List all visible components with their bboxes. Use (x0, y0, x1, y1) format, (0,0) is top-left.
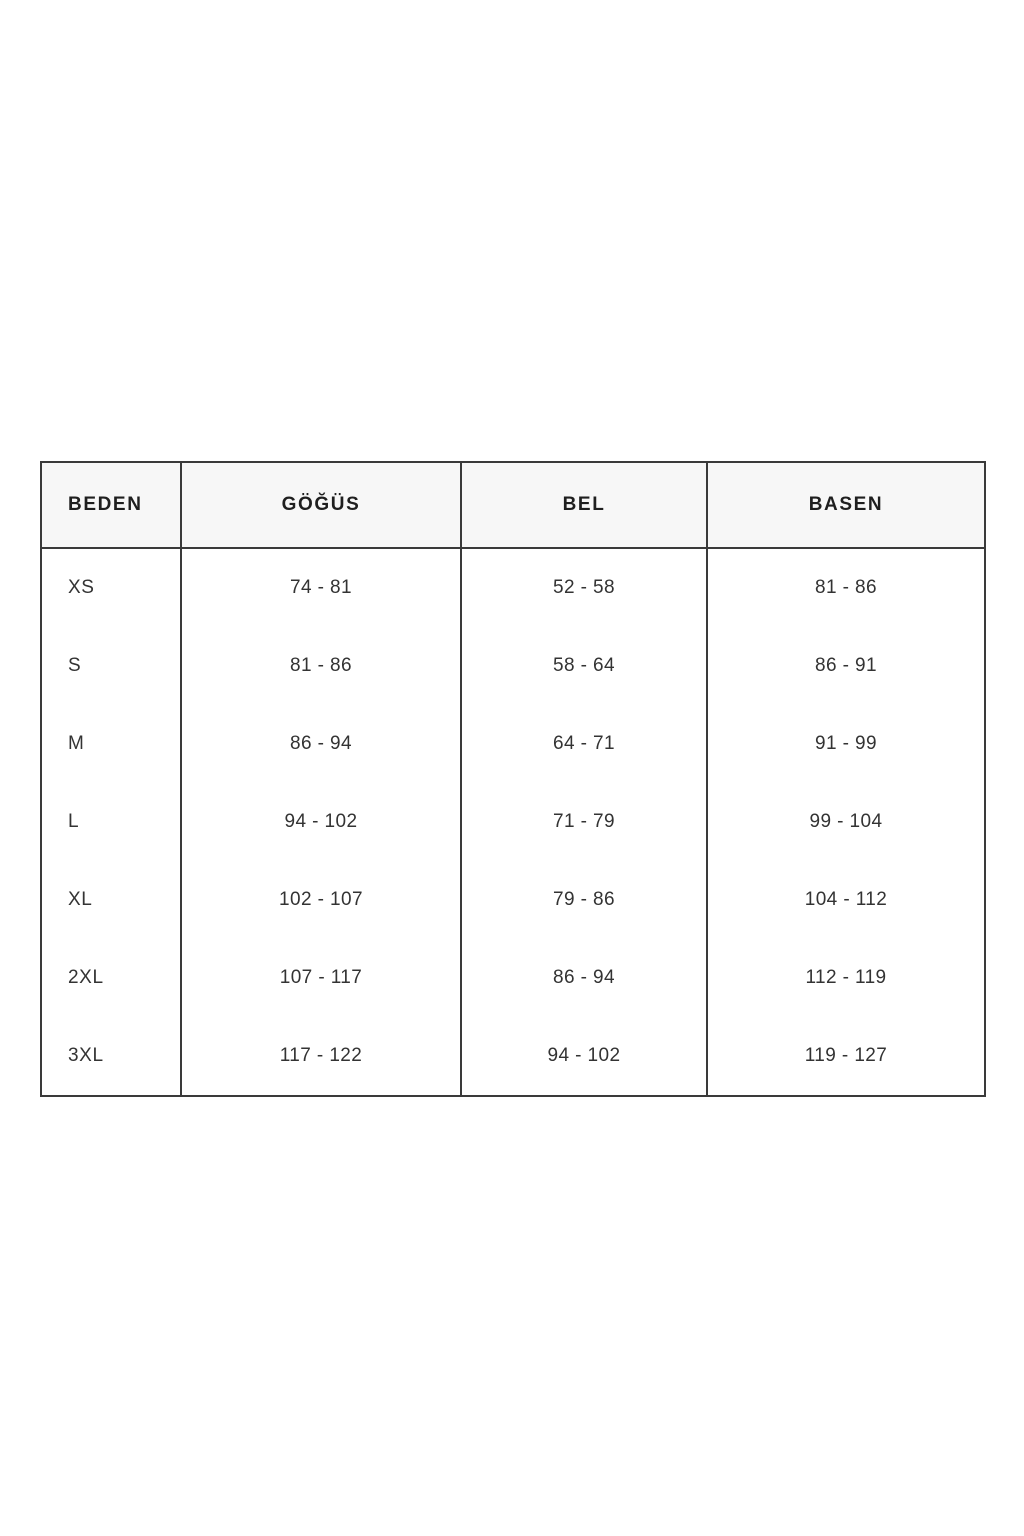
table-row (41, 627, 985, 705)
cell-beden: M (41, 705, 181, 783)
cell-bel: 71 - 79 (461, 783, 707, 861)
cell-beden: 3XL (41, 1017, 181, 1096)
cell-beden: S (41, 627, 181, 705)
cell-bel: 86 - 94 (461, 939, 707, 1017)
cell-bel: 79 - 86 (461, 861, 707, 939)
cell-bel: 52 - 58 (461, 548, 707, 627)
size-chart-body (41, 548, 985, 1096)
cell-gogus: 74 - 81 (181, 548, 461, 627)
cell-bel: 58 - 64 (461, 627, 707, 705)
table-row (41, 861, 985, 939)
table-header-row (41, 462, 985, 548)
size-chart-container (40, 461, 984, 1097)
cell-gogus: 86 - 94 (181, 705, 461, 783)
table-row (41, 1017, 985, 1096)
cell-beden: 2XL (41, 939, 181, 1017)
cell-beden: XL (41, 861, 181, 939)
size-chart-header (41, 462, 985, 548)
cell-gogus: 94 - 102 (181, 783, 461, 861)
column-header-bel: BEL (461, 462, 707, 548)
cell-gogus: 107 - 117 (181, 939, 461, 1017)
column-header-basen: BASEN (707, 462, 985, 548)
column-header-beden: BEDEN (41, 462, 181, 548)
cell-beden: XS (41, 548, 181, 627)
table-row (41, 939, 985, 1017)
table-row (41, 705, 985, 783)
table-row (41, 783, 985, 861)
table-row (41, 548, 985, 627)
cell-basen: 112 - 119 (805, 967, 887, 988)
cell-basen: 91 - 99 (815, 733, 877, 754)
size-chart-table (40, 461, 986, 1097)
cell-gogus: 117 - 122 (181, 1017, 461, 1096)
cell-basen: 119 - 127 (804, 1045, 888, 1066)
cell-beden: L (41, 783, 181, 861)
cell-bel: 94 - 102 (461, 1017, 707, 1096)
column-header-gogus: GÖĞÜS (181, 462, 461, 548)
cell-gogus: 102 - 107 (181, 861, 461, 939)
cell-basen: 86 - 91 (815, 655, 877, 676)
cell-basen: 104 - 112 (804, 889, 888, 910)
cell-basen: 81 - 86 (815, 577, 877, 598)
cell-gogus: 81 - 86 (181, 627, 461, 705)
cell-bel: 64 - 71 (461, 705, 707, 783)
cell-basen: 99 - 104 (809, 811, 883, 832)
